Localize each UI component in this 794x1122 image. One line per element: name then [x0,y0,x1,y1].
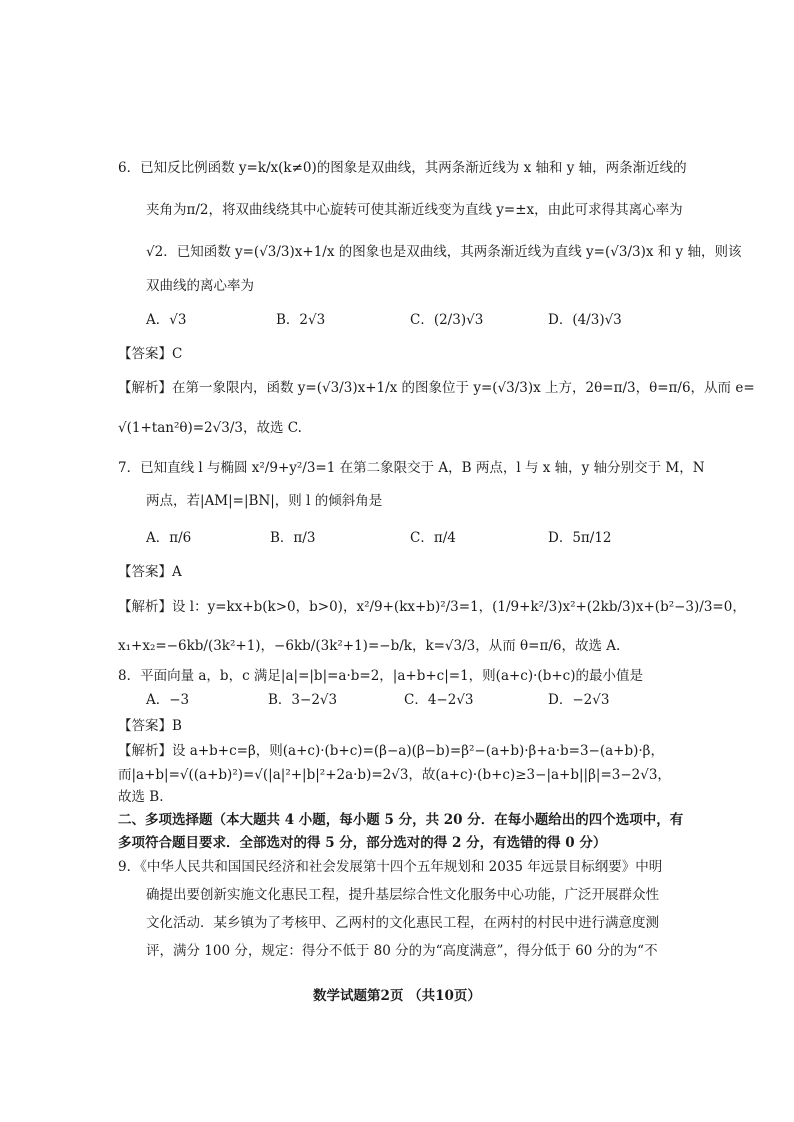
q9-line-1: 9．《中华人民共和国国民经济和社会发展第十四个五年规划和 2035 年远景目标纲要》中明 [118,859,663,875]
q6-line-4: 双曲线的离心率为 [146,278,254,294]
q8-option-b: B．3−2√3 [268,692,338,708]
q8-option-c: C．4−2√3 [404,692,474,708]
q7-analysis-2: x₁+x₂=−6kb/(3k²+1)，−6kb/(3k²+1)=−b/k，k=√3/3，从而 θ=π/6，故选 A. [118,638,621,654]
q7-option-b: B．π/3 [270,530,316,546]
q7-analysis-1: 【解析】设 l：y=kx+b(k>0，b>0)，x²/9+(kx+b)²/3=1，(1/9+k²/3)x²+(2kb/3)x+(b²−3)/3=0， [118,599,746,615]
q8-analysis-2: 而|a+b|=√((a+b)²)=√(|a|²+|b|²+2a·b)=2√3，故(a+c)·(b+c)≥3−|a+b||β|=3−2√3， [118,767,671,783]
q6-answer: 【答案】C [118,346,183,362]
q6-line-2: 夹角为π/2，将双曲线绕其中心旋转可使其渐近线变为直线 y=±x，由此可求得其离心率为 [146,202,683,218]
q8-option-a: A．−3 [146,692,190,708]
q8-analysis-3: 故选 B. [118,789,164,805]
page-footer: 数学试题第2页 （共10页） [313,988,481,1004]
q6-analysis-1: 【解析】在第一象限内，函数 y=(√3/3)x+1/x 的图象位于 y=(√3/3)x 上方，2θ=π/3，θ=π/6，从而 e= [118,380,755,396]
q9-line-3: 文化活动．某乡镇为了考核甲、乙两村的文化惠民工程，在两村的村民中进行满意度测 [146,915,659,931]
q8-analysis-1: 【解析】设 a+b+c=β，则(a+c)·(b+c)=(β−a)(β−b)=β²−(a+b)·β+a·b=3−(a+b)·β， [118,743,664,759]
q7-line-1: 7．已知直线 l 与椭圆 x²/9+y²/3=1 在第二象限交于 A，B 两点，l 与 x 轴，y 轴分别交于 M，N [118,460,705,476]
q6-option-c: C．(2/3)√3 [410,312,484,328]
section-2-heading-2: 多项符合题目要求．全部选对的得 5 分，部分选对的得 2 分，有选错的得 0 分） [118,835,607,851]
q6-line-1: 6．已知反比例函数 y=k/x(k≠0)的图象是双曲线，其两条渐近线为 x 轴和 y 轴，两条渐近线的 [118,160,687,176]
q7-option-d: D．5π/12 [548,530,612,546]
q7-line-2: 两点，若|AM|=|BN|，则 l 的倾斜角是 [146,493,383,509]
q6-option-a: A．√3 [146,312,187,328]
q8-answer: 【答案】B [118,718,182,734]
q9-line-2: 确提出要创新实施文化惠民工程，提升基层综合性文化服务中心功能，广泛开展群众性 [146,887,659,903]
q7-answer: 【答案】A [118,564,182,580]
q6-option-d: D．(4/3)√3 [548,312,622,328]
q8-line-1: 8．平面向量 a，b，c 满足|a|=|b|=a·b=2，|a+b+c|=1，则(a+c)·(b+c)的最小值是 [118,668,643,684]
q8-option-d: D．−2√3 [548,692,610,708]
q7-option-c: C．π/4 [410,530,456,546]
q6-line-3: √2．已知函数 y=(√3/3)x+1/x 的图象也是双曲线，其两条渐近线为直线 y=(√3/3)x 和 y 轴，则该 [146,244,742,260]
section-2-heading-1: 二、多项选择题（本大题共 4 小题，每小题 5 分，共 20 分．在每小题给出的四个选项中，有 [118,812,684,828]
q9-line-4: 评，满分 100 分，规定：得分不低于 80 分的为“高度满意”，得分低于 60 分的为“不 [146,943,658,959]
q6-option-b: B．2√3 [276,312,326,328]
q6-analysis-2: √(1+tan²θ)=2√3/3，故选 C. [118,420,302,436]
q7-option-a: A．π/6 [146,530,192,546]
